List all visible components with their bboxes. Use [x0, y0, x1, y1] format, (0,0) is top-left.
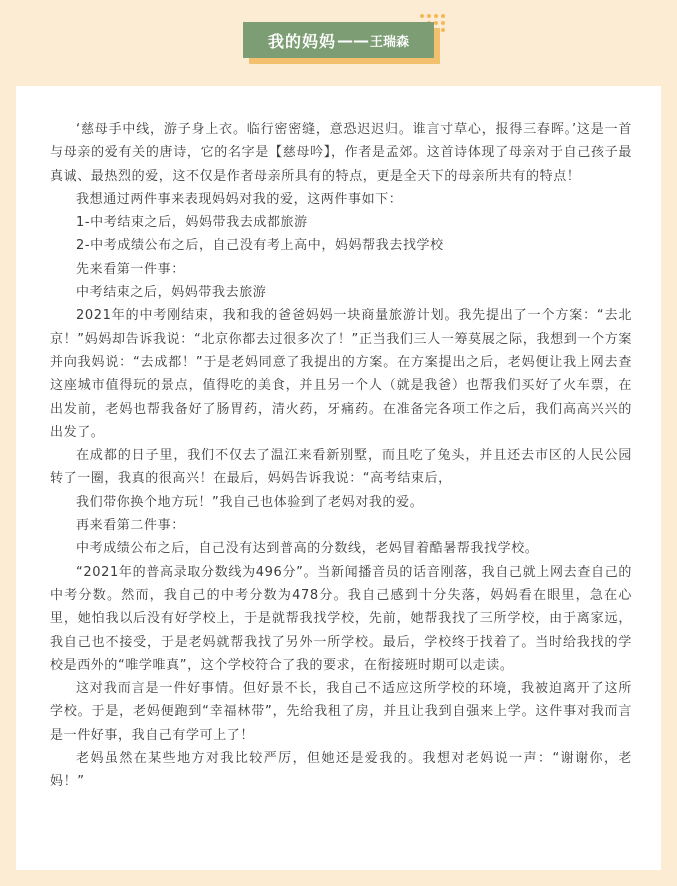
paragraph-poem-intro: ‘慈母手中线，游子身上衣。临行密密缝，意恐迟迟归。谁言寸草心，报得三春晖。’这是一首与母亲的爱有关的唐诗，它的名字是【慈母吟】，作者是孟郊。这首诗体现了母亲对于自己孩子最真诚、最热烈的爱，这不仅是作者母亲所具有的特点，更是全天下的母亲所共有的特点！ — [50, 122, 632, 184]
paragraph-event-2: 2-中考成绩公布之后，自己没有考上高中，妈妈帮我去找学校 — [76, 238, 444, 254]
title-banner — [243, 22, 440, 64]
paragraph-event-1: 1-中考结束之后，妈妈带我去成都旅游 — [76, 215, 308, 231]
dot-icon — [441, 14, 445, 18]
paragraph-second-subheading: 中考成绩公布之后，自己没有达到普高的分数线，老妈冒着酷暑帮我找学校。 — [76, 541, 539, 557]
dot-icon — [441, 28, 445, 32]
dot-icon — [434, 14, 438, 18]
dot-icon — [441, 21, 445, 25]
paragraph-first-heading: 先来看第一件事： — [76, 261, 185, 277]
paragraph-trip-plan: 2021年的中考刚结束，我和我的爸爸妈妈一块商量旅游计划。我先提出了一个方案：“去北京！”妈妈却告诉我说：“北京你都去过很多次了！”正当我们三人一筹莫展之际，我想到一个方案并向我妈说：“去成都！”于是老妈同意了我提出的方案。在方案提出之后，老妈便让我上网去查这座城市值得玩的景点，值得吃的美食，并且另一个人（就是我爸）也帮我们买好了火车票，在出发前，老妈也帮我备好了肠胃药，清火药，牙痛药。在准备完各项工作之后，我们高高兴兴的出发了。 — [50, 308, 632, 440]
paragraph-conclusion: 老妈虽然在某些地方对我比较严厉，但她还是爱我的。我想对老妈说一声：“谢谢你，老妈！” — [50, 751, 632, 790]
title-separator: —— — [337, 30, 369, 50]
paragraph-chengdu: 在成都的日子里，我们不仅去了温江来看新别墅，而且吃了兔头，并且还去市区的人民公园转了一圈，我真的很高兴！在最后，妈妈告诉我说：“高考结束后， — [50, 448, 632, 487]
paragraph-school-search: “2021年的普高录取分数线为496分”。当新闻播音员的话音刚落，我自己就上网去查自己的中考分数。然而，我自己的中考分数为478分。我自己感到十分失落，妈妈看在眼里，急在心里，她怕我以后没有好学校上，于是就帮我找学校，先前，她帮我找了三所学校，由于离家远，我自己也不接受，于是老妈就帮我找了另外一所学校。最后，学校终于找着了。当时给我找的学校是西外的“唯学唯真”，这个学校符合了我的要求，在衔接班时期可以走读。 — [50, 564, 632, 673]
paragraph-chengdu-end: 我们带你换个地方玩！”我自己也体验到了老妈对我的爱。 — [76, 494, 424, 510]
title-text: 我的妈妈 — [267, 31, 336, 51]
paragraph-first-subheading: 中考结束之后，妈妈带我去旅游 — [76, 285, 267, 301]
page-title — [243, 22, 434, 58]
dot-icon — [427, 14, 431, 18]
paragraph-overview: 我想通过两件事来表现妈妈对我的爱，这两件事如下： — [76, 191, 403, 207]
article-body — [50, 118, 632, 794]
article-card — [16, 86, 661, 870]
dot-icon — [420, 14, 424, 18]
paragraph-second-heading: 再来看第二件事： — [76, 518, 185, 534]
author-name: 王瑞森 — [370, 34, 410, 50]
paragraph-new-school: 这对我而言是一件好事情。但好景不长，我自己不适应这所学校的环境，我被迫离开了这所学校。于是，老妈便跑到“幸福林带”，先给我租了房，并且让我到自强来上学。这件事对我而言是一件好事，我自己有学可上了！ — [50, 681, 632, 743]
